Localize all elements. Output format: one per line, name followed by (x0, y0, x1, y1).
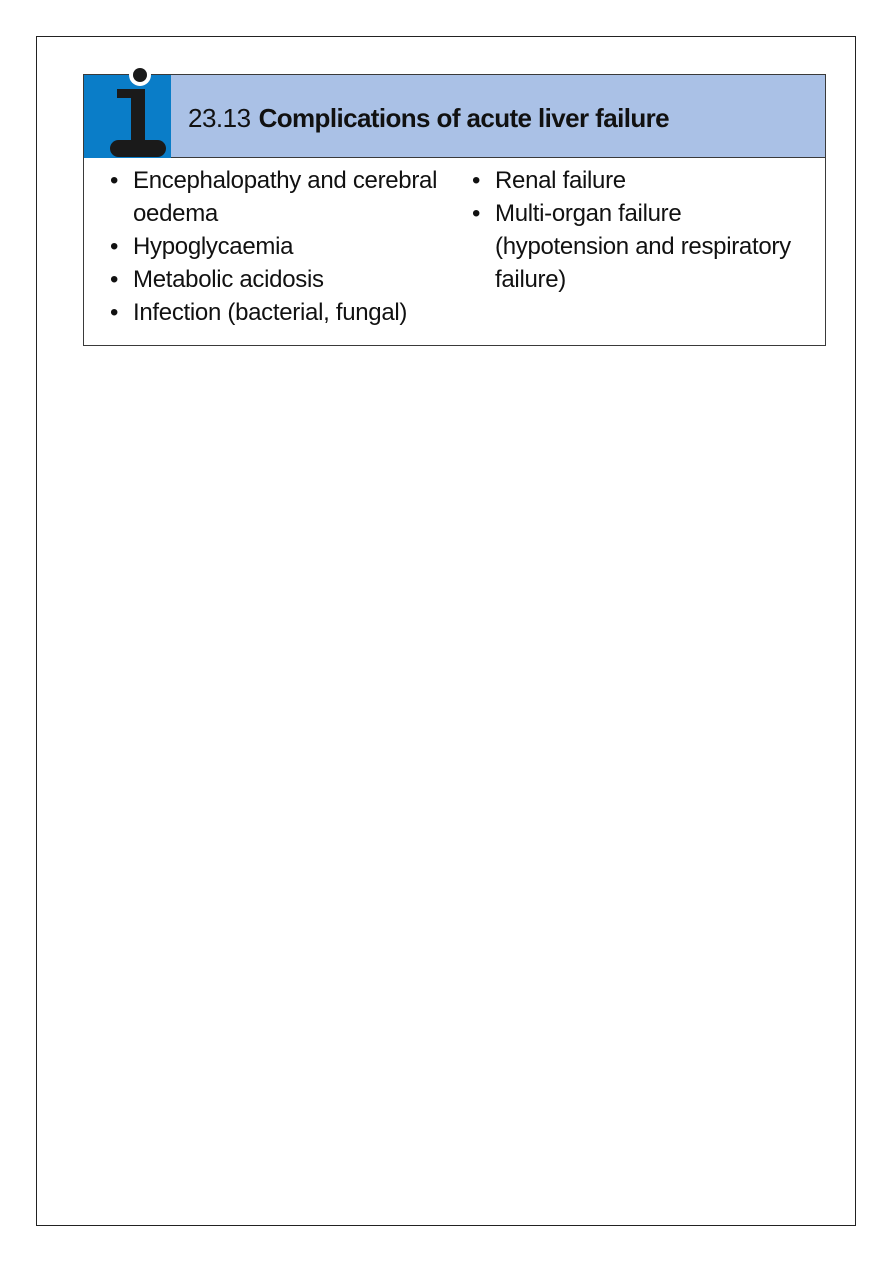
list-item-text: Multi-organ failure (hypotension and respiratory failure) (495, 200, 791, 293)
list-item-text: Metabolic acidosis (133, 266, 324, 293)
list-item-text: Encephalopathy and cerebral oedema (133, 167, 438, 227)
list-item (105, 296, 445, 329)
bullet: • (109, 299, 119, 326)
bullet: • (109, 233, 119, 260)
list-item (105, 230, 445, 263)
bullet: • (471, 200, 481, 227)
list-item-text: Renal failure (495, 167, 626, 194)
bullet: • (471, 167, 481, 194)
bullet: • (109, 167, 119, 194)
info-icon (103, 62, 167, 160)
list-item-text: Hypoglycaemia (133, 233, 294, 260)
box-number: 23.13 (188, 103, 251, 133)
box-title (188, 100, 669, 136)
list-item (105, 263, 445, 296)
list-item-text: Infection (bacterial, fungal) (133, 299, 408, 326)
list-item (467, 164, 807, 197)
list-item (467, 197, 807, 296)
right-column-list (467, 164, 807, 296)
left-column-list (105, 164, 445, 329)
list-item (105, 164, 445, 230)
bullet: • (109, 266, 119, 293)
box-title-text: Complications of acute liver failure (258, 103, 669, 133)
